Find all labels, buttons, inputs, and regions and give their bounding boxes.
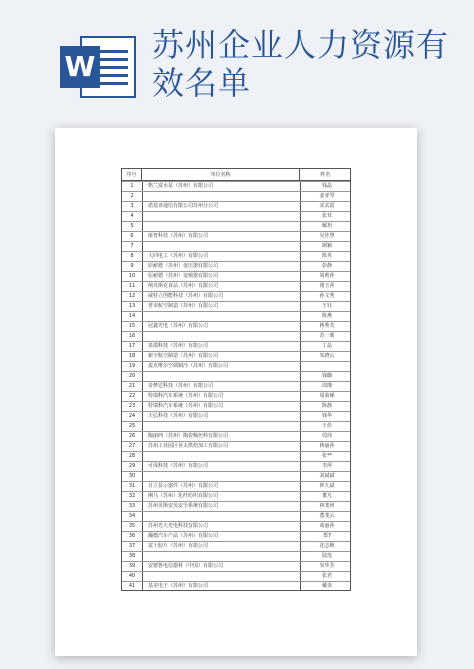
row-index: 41 xyxy=(128,583,136,589)
row-company: 原耐德（苏州）变压器有限公司 xyxy=(148,263,219,269)
table-row xyxy=(122,391,350,401)
table-row xyxy=(122,461,350,471)
table-row xyxy=(122,511,350,521)
row-person: 陈英 xyxy=(321,253,332,259)
row-index: 32 xyxy=(128,493,136,499)
row-index: 22 xyxy=(128,393,136,399)
table-row xyxy=(122,251,350,261)
row-person: 王钰 xyxy=(321,303,332,309)
table-row xyxy=(122,361,350,371)
table-row xyxy=(122,241,350,251)
row-person: 董斐云 xyxy=(319,513,335,519)
row-index: 40 xyxy=(128,573,136,579)
row-person: 沈志梅 xyxy=(319,543,335,549)
row-person: 成丽萍 xyxy=(319,523,335,529)
row-index: 23 xyxy=(128,403,136,409)
header-index: 序号 xyxy=(122,169,142,180)
row-person: 丁晶 xyxy=(321,343,332,349)
row-person: 张** xyxy=(321,453,332,459)
row-index: 15 xyxy=(128,323,136,329)
table-row xyxy=(122,201,350,211)
row-index: 5 xyxy=(130,223,134,229)
row-company: 冠鑫光电（苏州）有限公司 xyxy=(148,323,209,329)
table-row xyxy=(122,421,350,431)
row-index: 18 xyxy=(128,353,136,359)
header-company: 单位名称 xyxy=(142,169,301,180)
row-index: 28 xyxy=(128,453,136,459)
row-index: 2 xyxy=(130,193,134,199)
row-person: 王佳 xyxy=(321,423,332,429)
table-row xyxy=(122,211,350,221)
table-row xyxy=(122,481,350,491)
row-index: 3 xyxy=(130,203,134,209)
row-index: 12 xyxy=(128,293,136,299)
table-row xyxy=(122,261,350,271)
row-company: 日立显示器件（苏州）有限公司 xyxy=(148,483,219,489)
table-row xyxy=(122,431,350,441)
row-person: 郑7 xyxy=(322,533,332,539)
row-index: 29 xyxy=(128,463,136,469)
row-company: 格兰富水泵（苏州）有限公司 xyxy=(148,183,214,189)
row-company: 苏州光大光电科技有限公司 xyxy=(148,523,209,529)
row-index: 36 xyxy=(128,533,136,539)
table-row xyxy=(122,501,350,511)
table-header xyxy=(121,168,351,181)
row-index: 11 xyxy=(128,283,136,289)
document-page xyxy=(55,128,417,656)
row-company: 诺基亚通信有限公司苏州分公司 xyxy=(148,203,219,209)
row-index: 16 xyxy=(128,333,136,339)
row-company: 原耐德（苏州）变频器有限公司 xyxy=(148,273,219,279)
row-person: 陈静 xyxy=(321,403,332,409)
row-person: 吴佳慧 xyxy=(319,233,335,239)
table-row xyxy=(122,191,350,201)
table-row xyxy=(122,571,350,581)
row-company: 大同电工（苏州）有限公司 xyxy=(148,253,209,259)
row-person: 周瑾 xyxy=(321,383,332,389)
row-person: 张君 xyxy=(321,573,332,579)
row-person: 钟九斌 xyxy=(319,483,335,489)
row-index: 37 xyxy=(128,543,136,549)
table-row xyxy=(122,341,350,351)
row-index: 20 xyxy=(128,373,136,379)
table-row xyxy=(122,581,350,591)
row-company: 俐马（苏州）化纤纺织有限公司 xyxy=(148,493,219,499)
row-index: 34 xyxy=(128,513,136,519)
table-row xyxy=(122,221,350,231)
table-row xyxy=(122,371,350,381)
row-person: 姜亚琴 xyxy=(319,193,335,199)
row-person: 宋其霞 xyxy=(319,203,335,209)
row-company: 苏州贝斯安贝安全系统有限公司 xyxy=(148,503,219,509)
word-icon-letter: W xyxy=(60,46,100,88)
row-company: 特瑞科汽车系统（苏州）有限公司 xyxy=(148,393,224,399)
table-row xyxy=(122,441,350,451)
banner xyxy=(0,0,474,120)
roster-table xyxy=(121,168,351,591)
row-index: 33 xyxy=(128,503,136,509)
table-row xyxy=(122,281,350,291)
row-person: 刘斌斌 xyxy=(319,473,335,479)
row-company: 普美航空制造（苏州）有限公司 xyxy=(148,303,219,309)
row-person: 孙文秀 xyxy=(319,293,335,299)
row-person: 陆莲 xyxy=(321,553,332,559)
row-index: 27 xyxy=(128,443,136,449)
row-person: 林斐何 xyxy=(319,503,335,509)
row-person: 顾颖 xyxy=(321,243,332,249)
row-index: 25 xyxy=(128,423,136,429)
table-row xyxy=(122,311,350,321)
row-person: 解玥 xyxy=(321,223,332,229)
row-company: 纳贝斯克食品（苏州）有限公司 xyxy=(148,283,219,289)
row-index: 19 xyxy=(128,363,136,369)
row-index: 4 xyxy=(130,213,134,219)
row-company: 麦克维尔空调制冷（苏州）有限公司 xyxy=(148,363,229,369)
row-company: 苏州工业园区亚太烘焙加工有限公司 xyxy=(148,443,229,449)
row-person: 蒋秀芙 xyxy=(319,323,335,329)
row-person: 钱晶 xyxy=(321,183,332,189)
row-index: 21 xyxy=(128,383,136,389)
row-index: 8 xyxy=(130,253,134,259)
row-person: 苏一栗 xyxy=(319,333,335,339)
table-row xyxy=(122,531,350,541)
row-person: 钱华 xyxy=(321,413,332,419)
table-row xyxy=(122,411,350,421)
row-index: 6 xyxy=(130,233,134,239)
table-row xyxy=(122,351,350,361)
row-person: 张茸 xyxy=(321,213,332,219)
row-company: 泉瑞科技（苏州）有限公司 xyxy=(148,343,209,349)
page-title: 苏州企业人力资源有效名单 xyxy=(152,26,450,102)
row-index: 14 xyxy=(128,313,136,319)
row-company: 陶丽西（苏州）陶瓷釉色料有限公司 xyxy=(148,433,229,439)
row-person: 周玮 xyxy=(321,433,332,439)
row-index: 31 xyxy=(128,483,136,489)
table-row xyxy=(122,551,350,561)
table-row xyxy=(122,471,350,481)
row-person: 蒋丽萍 xyxy=(319,443,335,449)
row-index: 38 xyxy=(128,553,136,559)
table-row xyxy=(122,271,350,281)
row-company: 新宇航空制造（苏州）有限公司 xyxy=(148,353,219,359)
row-person: 戴炎 xyxy=(321,583,332,589)
row-index: 13 xyxy=(128,303,136,309)
word-document-icon xyxy=(60,32,136,102)
row-index: 39 xyxy=(128,563,136,569)
row-person: 朱华芳 xyxy=(319,563,335,569)
table-row xyxy=(122,541,350,551)
table-row xyxy=(122,561,350,571)
row-person: 褚玉萍 xyxy=(319,283,335,289)
table-row xyxy=(122,291,350,301)
table-body xyxy=(121,181,351,591)
table-row xyxy=(122,401,350,411)
row-company: 安德鲁电信器材（中国）有限公司 xyxy=(148,563,224,569)
row-company: 奇梦达科技（苏州）有限公司 xyxy=(148,383,214,389)
row-index: 24 xyxy=(128,413,136,419)
row-index: 26 xyxy=(128,433,136,439)
row-person: 李萍 xyxy=(321,463,332,469)
row-index: 35 xyxy=(128,523,136,529)
row-index: 1 xyxy=(130,183,134,189)
row-index: 10 xyxy=(128,273,136,279)
row-person: 彭静 xyxy=(321,263,332,269)
row-person: 钱璐 xyxy=(321,373,332,379)
row-company: 富士胶片（苏州）有限公司 xyxy=(148,543,209,549)
row-person: 朱晓云 xyxy=(319,353,335,359)
row-person: 陈燕 xyxy=(321,313,332,319)
header-name: 姓名 xyxy=(320,172,331,178)
row-company: 特瑞科汽车系统（苏州）有限公司 xyxy=(148,403,224,409)
row-index: 9 xyxy=(130,263,134,269)
row-company: 可成科技（苏州）有限公司 xyxy=(148,463,209,469)
table-row xyxy=(122,331,350,341)
row-company: 威特立创能科技（苏州）有限公司 xyxy=(148,293,224,299)
row-person: 董凡 xyxy=(321,493,332,499)
row-index: 30 xyxy=(128,473,136,479)
table-row xyxy=(122,521,350,531)
row-company: 基美电子（苏州）有限公司 xyxy=(148,583,209,589)
table-row xyxy=(122,231,350,241)
row-index: 7 xyxy=(130,243,134,249)
row-person: 周莉萍 xyxy=(319,273,335,279)
row-person: 周菊娣 xyxy=(319,393,335,399)
row-index: 17 xyxy=(128,343,136,349)
table-row xyxy=(122,491,350,501)
row-company: 康普科技（苏州）有限公司 xyxy=(148,233,209,239)
table-row xyxy=(122,321,350,331)
table-row xyxy=(122,451,350,461)
table-row xyxy=(122,381,350,391)
table-row xyxy=(122,301,350,311)
row-company: 瀚德汽车产品（苏州）有限公司 xyxy=(148,533,219,539)
table-row xyxy=(122,181,350,191)
row-company: 天弘科技（苏州）有限公司 xyxy=(148,413,209,419)
